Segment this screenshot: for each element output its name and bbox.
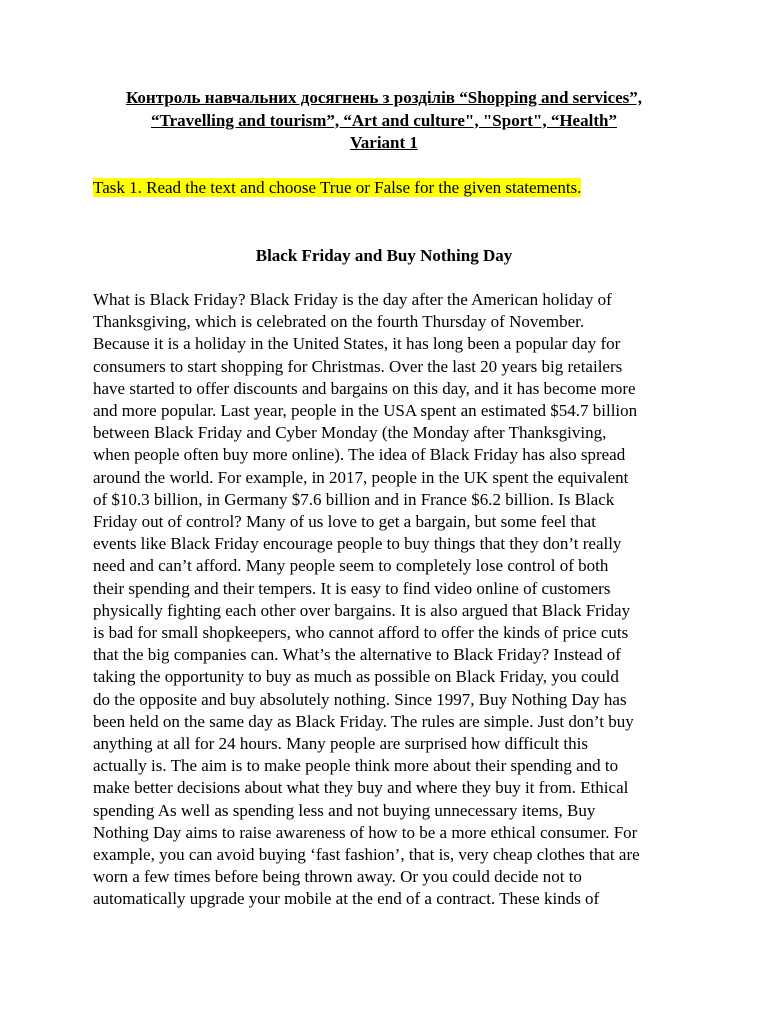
article-line: events like Black Friday encourage people to buy things that they don’t really [93,534,622,554]
heading-variant: Variant 1 [350,133,418,152]
article-line: actually is. The aim is to make people think more about their spending and to [93,756,619,776]
article-line: Nothing Day aims to raise awareness of how to be a more ethical consumer. For [93,822,638,842]
heading-line-2: “Travelling and tourism”, “Art and culture", "Sport", “Health” [151,110,617,130]
task-highlighted-text: Task 1. Read the text and choose True or False for the given statements. [93,178,582,197]
article-line: spending As well as spending less and not buying unnecessary items, Buy [93,800,596,820]
article-line: Thanksgiving, which is celebrated on the fourth Thursday of November. [93,312,585,332]
article-line: of $10.3 billion, in Germany $7.6 billion and in France $6.2 billion. Is Black [93,489,615,509]
article-line: taking the opportunity to buy as much as possible on Black Friday, you could [93,667,619,687]
article-line: is bad for small shopkeepers, who cannot afford to offer the kinds of price cuts [93,623,629,643]
article-line: and more popular. Last year, people in the USA spent an estimated $54.7 billion [93,401,638,421]
article-body [93,289,640,911]
article-line: What is Black Friday? Black Friday is the day after the American holiday of [93,290,612,309]
article-line: that the big companies can. What’s the alternative to Black Friday? Instead of [93,645,621,665]
article-line: need and can’t afford. Many people seem to completely lose control of both [93,556,609,576]
article-line: Because it is a holiday in the United States, it has long been a popular day for [93,334,621,354]
article-line: anything at all for 24 hours. Many people are surprised how difficult this [93,734,588,754]
article-line: around the world. For example, in 2017, people in the UK spent the equivalent [93,467,629,487]
article-line: example, you can avoid buying ‘fast fashion’, that is, very cheap clothes that are [93,845,640,865]
heading-line-1: Контроль навчальних досягнень з розділів “Shopping and services”, [125,88,643,107]
article-line: Friday out of control? Many of us love to get a bargain, but some feel that [93,512,596,532]
article-line: automatically upgrade your mobile at the end of a contract. These kinds of [93,889,600,909]
article-line: do the opposite and buy absolutely nothing. Since 1997, Buy Nothing Day has [93,689,627,709]
article-line: been held on the same day as Black Friday. The rules are simple. Just don’t buy [93,711,634,731]
article-line: their spending and their tempers. It is easy to find video online of customers [93,578,611,598]
article-line: consumers to start shopping for Christmas. Over the last 20 years big retailers [93,356,623,376]
article-line: worn a few times before being thrown away. Or you could decide not to [93,867,582,887]
article-line: when people often buy more online). The idea of Black Friday has also spread [93,445,626,465]
article-line: have started to offer discounts and bargains on this day, and it has become more [93,378,636,398]
article-line: make better decisions about what they buy and where they buy it from. Ethical [93,778,629,798]
article-line: physically fighting each other over bargains. It is also argued that Black Friday [93,600,631,620]
document-heading [90,87,678,155]
task-instruction [93,177,581,199]
article-title: Black Friday and Buy Nothing Day [255,246,513,265]
article-line: between Black Friday and Cyber Monday (the Monday after Thanksgiving, [93,423,607,443]
